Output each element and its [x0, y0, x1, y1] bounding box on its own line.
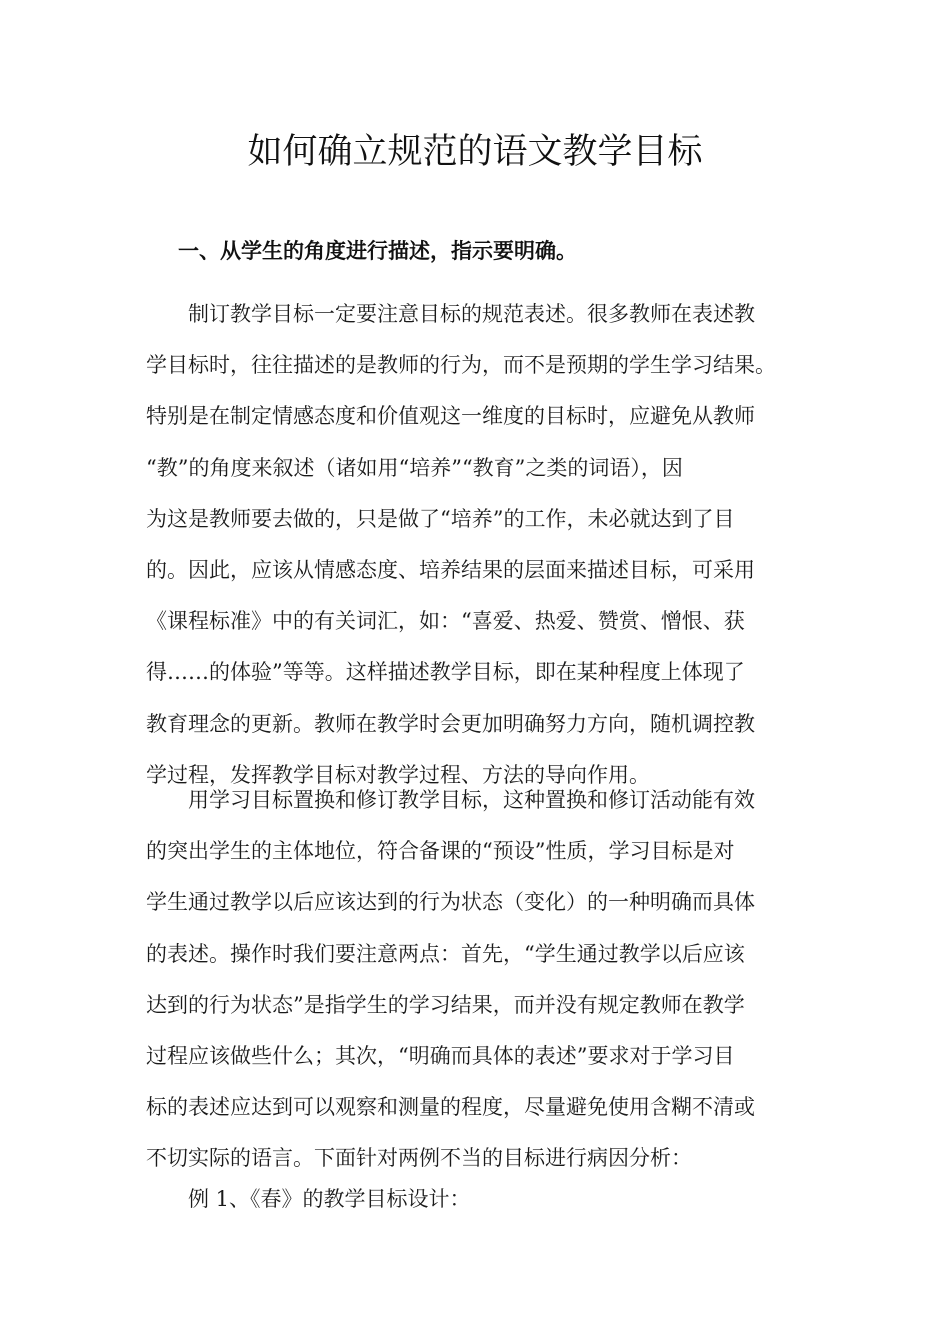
text-line: 达到的行为状态”是指学生的学习结果，而并没有规定教师在教学: [146, 992, 745, 1017]
text-line: 制订教学目标一定要注意目标的规范表述。很多教师在表述教: [146, 302, 755, 326]
paragraph-2: [146, 775, 812, 1185]
text-line: 特别是在制定情感态度和价值观这一维度的目标时，应避免从教师: [146, 404, 755, 429]
text-line: 用学习目标置换和修订教学目标，这种置换和修订活动能有效: [146, 788, 755, 812]
section-heading: 一、从学生的角度进行描述，指示要明确。: [178, 239, 577, 263]
text-line: “教”的角度来叙述（诸如用“培养”“教育”之类的词语），因: [146, 455, 683, 480]
text-line: 为这是教师要去做的，只是做了“培养”的工作，未必就达到了目: [146, 506, 735, 531]
text-line: 得……的体验”等等。这样描述教学目标，即在某种程度上体现了: [146, 660, 745, 685]
text-line: 学目标时，往往描述的是教师的行为，而不是预期的学生学习结果。: [146, 353, 776, 378]
text-line: 学生通过教学以后应该达到的行为状态（变化）的一种明确而具体: [146, 890, 755, 915]
text-line: 教育理念的更新。教师在教学时会更加明确努力方向，随机调控教: [146, 711, 755, 736]
text-line: 标的表述应达到可以观察和测量的程度，尽量避免使用含糊不清或: [146, 1095, 755, 1120]
text-line: 过程应该做些什么；其次，“明确而具体的表述”要求对于学习目: [146, 1043, 735, 1068]
text-line: 的。因此，应该从情感态度、培养结果的层面来描述目标，可采用: [146, 557, 755, 582]
example-line: 例 1、《春》的教学目标设计：: [146, 1187, 471, 1211]
example-paragraph: [146, 1174, 812, 1225]
text-line: 不切实际的语言。下面针对两例不当的目标进行病因分析：: [146, 1146, 692, 1171]
text-line: 《课程标准》中的有关词汇，如：“喜爱、热爱、赞赏、憎恨、获: [146, 609, 745, 634]
text-line: 学过程，发挥教学目标对教学过程、方法的导向作用。: [146, 762, 650, 787]
paragraph-1: [146, 289, 812, 801]
document-title: 如何确立规范的语文教学目标: [247, 132, 703, 172]
text-line: 的突出学生的主体地位，符合备课的“预设”性质，学习目标是对: [146, 839, 735, 864]
text-line: 的表述。操作时我们要注意两点：首先，“学生通过教学以后应该: [146, 941, 745, 966]
